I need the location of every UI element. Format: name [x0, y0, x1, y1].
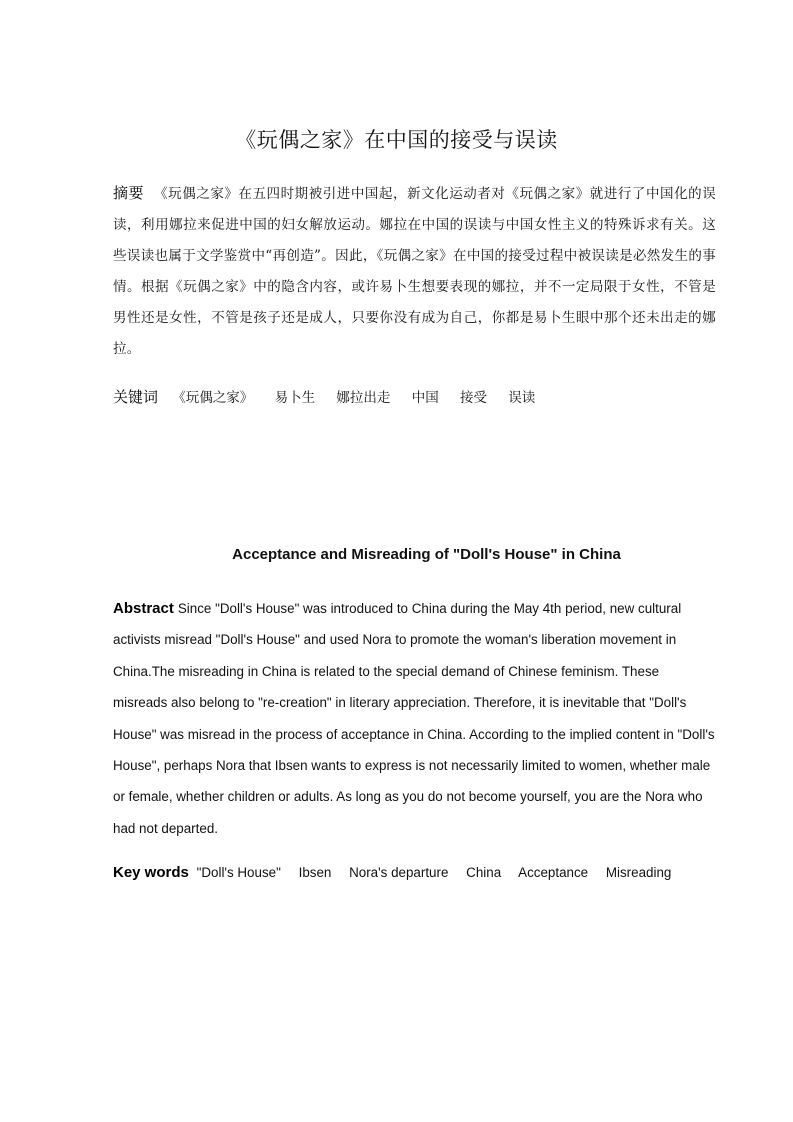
english-abstract [113, 593, 717, 844]
english-keywords-label: Key words [113, 864, 189, 881]
chinese-title: 《玩偶之家》在中国的接受与误读 [235, 128, 558, 152]
chinese-keywords [113, 383, 716, 412]
english-keyword: "Doll's House" [196, 865, 281, 880]
english-keywords [113, 859, 733, 887]
english-abstract-text: Since "Doll's House" was introduced to China during the May 4th period, new cultural activists misread "Doll's House" and used Nora to promote the woman's liberation movement in China.The misreading in China is related to the special demand of Chinese feminism. These misreads also belong to "re-creation" in literary appreciation. Therefore, it is inevitable that "Doll's House" was misread in the process of acceptance in China. According to the implied content in "Doll's House", perhaps Nora that Ibsen wants to express is not necessarily limited to women, whether male or female, whether children or adults. As long as you do not become yourself, you are the Nora who had not departed. [113, 601, 715, 836]
chinese-keyword: 误读 [508, 390, 536, 406]
english-title: Acceptance and Misreading of "Doll's House" in China [232, 546, 621, 563]
chinese-keyword: 中国 [411, 390, 439, 406]
chinese-abstract-label: 摘要 [113, 184, 145, 202]
english-keyword: Acceptance [518, 865, 589, 880]
chinese-abstract [113, 178, 716, 365]
chinese-keyword: 《玩偶之家》 [172, 390, 254, 406]
english-abstract-label: Abstract [113, 600, 174, 617]
chinese-abstract-text: 《玩偶之家》在五四时期被引进中国起，新文化运动者对《玩偶之家》就进行了中国化的误读，利用娜拉来促进中国的妇女解放运动。娜拉在中国的误读与中国女性主义的特殊诉求有关。这些误读也属于文学鉴赏中“再创造”。因此，《玩偶之家》在中国的接受过程中被误读是必然发生的事情。根据《玩偶之家》中的隐含内容，或许易卜生想要表现的娜拉，并不一定局限于女性，不管是男性还是女性，不管是孩子还是成人，只要你没有成为自己，你都是易卜生眼中那个还未出走的娜拉。 [113, 186, 716, 357]
english-keyword: Nora's departure [349, 865, 449, 880]
english-keyword: Ibsen [298, 865, 332, 880]
english-keyword: China [466, 865, 502, 880]
chinese-keywords-label: 关键词 [113, 388, 159, 406]
chinese-keyword: 接受 [460, 390, 487, 406]
english-keyword: Misreading [605, 865, 672, 880]
chinese-keyword: 娜拉出走 [336, 390, 391, 406]
chinese-keyword: 易卜生 [274, 390, 316, 406]
